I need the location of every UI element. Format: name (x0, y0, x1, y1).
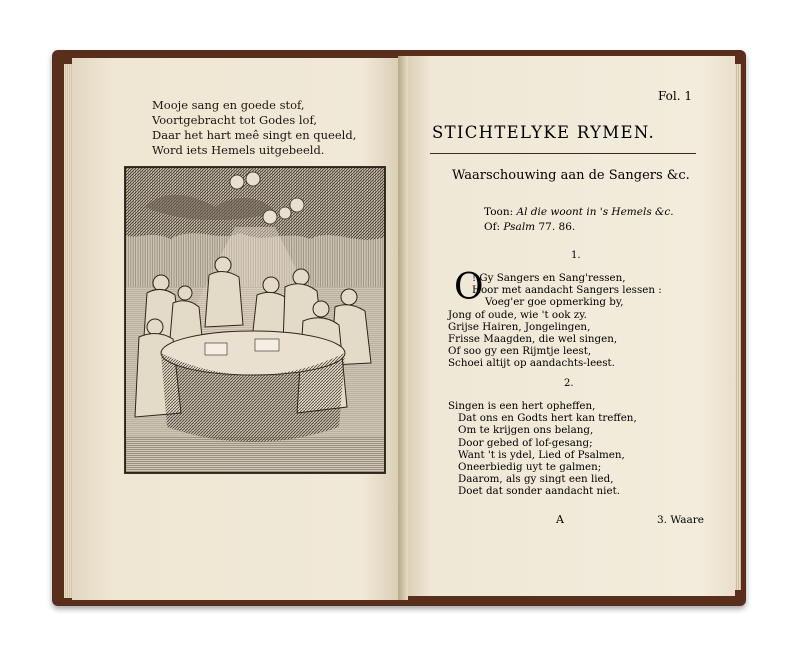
tune-name: Psalm (503, 221, 536, 233)
verse-line: Om te krijgen ons belang, (458, 424, 594, 437)
verse-line: Of soo gy een Rijmtje leest, (448, 345, 592, 358)
verse-line: Oneerbiedig uyt te galmen; (458, 461, 602, 474)
verse-line: ! Gy Sangers en Sang'ressen, (472, 272, 626, 284)
signature-mark: A (556, 513, 564, 526)
engraving-illustration (124, 166, 386, 474)
verse-line: Dat ons en Godts hert kan treffen, (458, 412, 637, 425)
tune-indication (484, 205, 674, 235)
tune-label: Toon: (484, 206, 514, 218)
stanza-2 (448, 400, 637, 498)
book-gutter (398, 56, 408, 600)
tune-name: Al die woont in 's Hemels &c. (516, 206, 674, 218)
verse-line: Jong of oude, wie 't ook zy. (448, 308, 587, 321)
section-heading: Waarschouwing aan de Sangers &c. (452, 168, 690, 183)
verse-line: Daarom, als gy singt een lied, (458, 473, 614, 486)
page-edges (64, 64, 72, 598)
catchword: 3. Waare (657, 514, 704, 526)
motto-line: Mooje sang en goede stof, (152, 98, 305, 112)
verse-line: Hoor met aandacht Sangers lessen : (472, 284, 662, 297)
motto-line: Word iets Hemels uitgebeeld. (152, 143, 325, 157)
verse-line: Grijse Hairen, Jongelingen, (448, 320, 591, 333)
stanza-number: 2. (564, 378, 574, 389)
tune-number: 77. 86. (538, 221, 576, 233)
drop-cap: O (454, 267, 484, 308)
stanza-1 (448, 267, 662, 370)
verse-line: Doet dat sonder aandacht niet. (458, 485, 620, 498)
verse-line: Want 't is ydel, Lied of Psalmen, (458, 448, 625, 461)
title-rule (430, 153, 696, 154)
page-edges (735, 64, 741, 590)
verse-line: Singen is een hert opheffen, (448, 400, 596, 412)
verse-line: Voeg'er goe opmerking by, (485, 296, 624, 309)
motto-line: Daar het hart meê singt en queeld, (152, 128, 357, 142)
verse-line: Door gebed of lof-gesang; (458, 436, 593, 449)
folio-number: Fol. 1 (658, 89, 692, 103)
motto-line: Voortgebracht tot Godes lof, (152, 113, 317, 127)
stanza-number: 1. (571, 250, 581, 261)
tune-line-1 (484, 205, 674, 220)
tune-line-2 (484, 220, 674, 235)
tune-label: Of: (484, 221, 501, 233)
page-title: STICHTELYKE RYMEN. (432, 123, 656, 142)
verse-line: Frisse Maagden, die wel singen, (448, 333, 618, 346)
verse-line: Schoei altijt op aandachts-leest. (448, 357, 615, 370)
motto-verse (152, 98, 382, 158)
